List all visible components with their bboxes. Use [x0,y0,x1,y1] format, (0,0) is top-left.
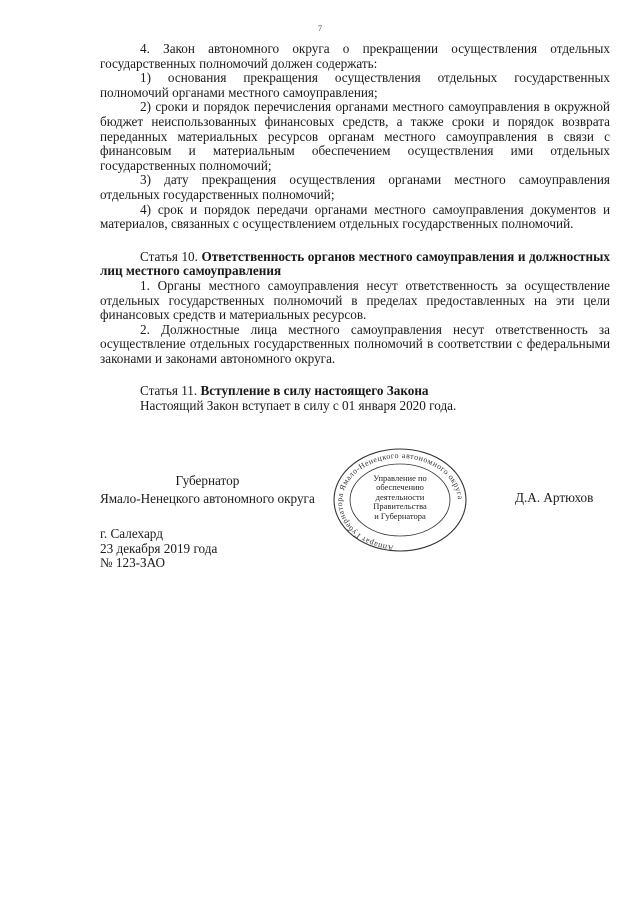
list-item-4: 4) срок и порядок передачи органами местного самоуправления документов и материалов, связанных с осуществлением отдельных государственных полномочий. [100,201,610,232]
seal-line: и Губернатора [374,510,426,521]
seal-ring-text: Аппарат Губернатора Ямало-Ненецкого автономного округа [334,450,466,553]
governor-title: Губернатор [175,473,240,488]
article-11-text: Настоящий Закон вступает в силу с 01 января 2020 года. [140,398,457,414]
page-number: 7 [318,24,322,33]
date: 23 декабря 2019 года [100,540,218,556]
seal-line: Правительства [373,501,427,512]
place-date-block [100,527,217,571]
list-item-1: 1) основания прекращения осуществления отдельных государственных полномочий органами местного самоуправления; [100,70,610,100]
signature-position [100,472,315,508]
seal-line: Управление по [373,473,427,483]
list-item-3: 3) дату прекращения осуществления органами местного самоуправления отдельных государственных полномочий; [100,172,610,202]
governor-name: Д.А. Артюхов [515,490,594,505]
law-number: № 123-ЗАО [100,555,166,571]
article-10-title: Ответственность органов местного самоуправления и должностных лиц местного самоуправления [100,248,611,279]
article-11-heading [100,384,610,399]
article-10-item-2: 2. Должностные лица местного самоуправления несут ответственность за осуществление отдельных государственных полномочий в соответствии с федеральными законами и законами автономного округа. [100,321,610,366]
city: г. Салехард [100,526,163,541]
document-body [100,42,610,414]
list-item-2: 2) сроки и порядок перечисления органами местного самоуправления в окружной бюджет неиспользованных финансовых средств, а также сроки и порядок возврата переданных материальных ресурсов органам местного самоуправления в связи с финансовым и материальным обеспечением осуществления ими отдельных государственных полномочий; [100,99,610,173]
paragraph-4: 4. Закон автономного округа о прекращении осуществления отдельных государственных полномочий должен содержать: [100,41,610,71]
article-10-label: Статья 10. [140,248,198,264]
article-10-item-1: 1. Органы местного самоуправления несут ответственность за осуществление отдельных государственных полномочий в пределах предоставленных на эти цели финансовых средств и материальных ресурсов. [100,277,610,323]
governor-region: Ямало-Ненецкого автономного округа [100,491,315,506]
article-11-title: Вступление в силу настоящего Закона [200,383,429,399]
seal-center-text [352,474,448,521]
seal-line: обеспечению [376,482,424,493]
seal-line: деятельности [375,491,425,502]
official-seal [331,446,469,554]
article-10-heading [100,250,610,279]
article-11-label: Статья 11. [140,383,198,399]
